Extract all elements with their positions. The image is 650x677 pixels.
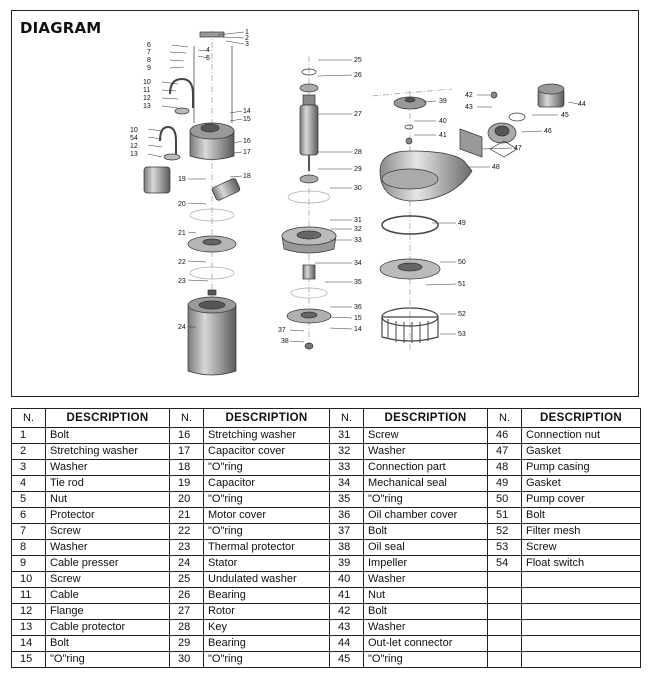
part-number: 10 [12,572,46,588]
part-description: Undulated washer [204,572,330,588]
callout-labels [130,29,586,345]
part-description: Gasket [522,476,641,492]
part-number: 32 [330,444,364,460]
part-description: Bolt [364,604,488,620]
parts-list-table [11,408,641,668]
part-number: 14 [12,636,46,652]
table-row [12,588,641,604]
callout-label: 52 [458,311,466,318]
part-number: 19 [170,476,204,492]
callout-label: 43 [465,104,473,111]
table-row [12,444,641,460]
parts-list-body [12,428,641,668]
part-number: 2 [12,444,46,460]
callout-label: 13 [143,103,151,110]
part-number: 13 [12,620,46,636]
callout-label: 28 [354,149,362,156]
part-description: Pump cover [522,492,641,508]
part-description: Bearing [204,636,330,652]
part-description: Bearing [204,588,330,604]
part-description: Filter mesh [522,524,641,540]
part-number: 54 [488,556,522,572]
callout-label: 15 [354,315,362,322]
table-row [12,524,641,540]
callout-label: 24 [178,324,186,331]
part-number: 42 [330,604,364,620]
part-description: Float switch [522,556,641,572]
callout-label: 49 [458,220,466,227]
part-number: 33 [330,460,364,476]
part-description: Bolt [364,524,488,540]
part-description: Impeller [364,556,488,572]
part-description [522,588,641,604]
part-number: 51 [488,508,522,524]
part-number: 26 [170,588,204,604]
part-description: Key [204,620,330,636]
callout-label: 25 [354,57,362,64]
part-description: Motor cover [204,508,330,524]
col-number-header: N. [170,409,204,428]
callout-label: 21 [178,230,186,237]
part-number: 34 [330,476,364,492]
callout-label: 3 [245,41,249,48]
part-description: "O"ring [204,652,330,668]
part-description: Stretching washer [204,428,330,444]
part-number: 3 [12,460,46,476]
part-description [522,620,641,636]
part-number: 8 [12,540,46,556]
table-row [12,652,641,668]
part-description [522,604,641,620]
part-number: 20 [170,492,204,508]
part-number: 12 [12,604,46,620]
col-number-header: N. [12,409,46,428]
callout-label: 48 [492,164,500,171]
part-description: Cable presser [46,556,170,572]
table-row [12,476,641,492]
part-description: Cable [46,588,170,604]
part-description: "O"ring [364,652,488,668]
callout-label: 32 [354,226,362,233]
callout-label: 33 [354,237,362,244]
part-number [488,572,522,588]
part-number: 30 [170,652,204,668]
part-number: 37 [330,524,364,540]
table-row [12,460,641,476]
col-description-header: DESCRIPTION [46,409,170,428]
part-description: Bolt [46,428,170,444]
part-number: 25 [170,572,204,588]
callout-label: 6 [147,42,151,49]
part-number: 15 [12,652,46,668]
part-number: 23 [170,540,204,556]
callout-label: 36 [354,304,362,311]
callout-label: 40 [439,118,447,125]
part-description: Gasket [522,444,641,460]
part-number: 41 [330,588,364,604]
part-description: Washer [46,460,170,476]
callout-label: 42 [465,92,473,99]
table-row [12,604,641,620]
part-description [522,636,641,652]
part-number: 6 [12,508,46,524]
part-description: Stator [204,556,330,572]
part-number: 46 [488,428,522,444]
callout-label: 53 [458,331,466,338]
col-description-header: DESCRIPTION [364,409,488,428]
col-number-header: N. [488,409,522,428]
part-description: Washer [46,540,170,556]
part-description: Protector [46,508,170,524]
callout-label: 45 [561,112,569,119]
callout-label: 17 [243,149,251,156]
part-number: 5 [12,492,46,508]
part-number: 17 [170,444,204,460]
part-number: 22 [170,524,204,540]
part-number: 9 [12,556,46,572]
diagram-title: DIAGRAM [20,19,102,37]
callout-label: 31 [354,217,362,224]
part-number: 31 [330,428,364,444]
part-description: Tie rod [46,476,170,492]
part-number: 43 [330,620,364,636]
part-number: 29 [170,636,204,652]
callout-label: 16 [243,138,251,145]
callout-label: 29 [354,166,362,173]
callout-label: 22 [178,259,186,266]
callout-label: 8 [147,57,151,64]
part-description [522,652,641,668]
part-number: 48 [488,460,522,476]
callout-label: 15 [243,116,251,123]
part-number: 50 [488,492,522,508]
part-number: 28 [170,620,204,636]
callout-label: 10 [143,79,151,86]
part-number [488,620,522,636]
exploded-view-drawing [12,11,638,396]
callout-label: 41 [439,132,447,139]
part-number: 49 [488,476,522,492]
callout-label: 23 [178,278,186,285]
part-description: Screw [522,540,641,556]
callout-label: 13 [130,151,138,158]
callout-label: 26 [354,72,362,79]
part-description: "O"ring [364,492,488,508]
callout-label: 38 [281,338,289,345]
part-description: Pump casing [522,460,641,476]
part-description: Cable protector [46,620,170,636]
callout-label: 39 [439,98,447,105]
table-header-row [12,409,641,428]
part-number: 24 [170,556,204,572]
part-description: Mechanical seal [364,476,488,492]
part-description: Washer [364,572,488,588]
part-number: 53 [488,540,522,556]
part-description: Out-let connector [364,636,488,652]
part-number: 11 [12,588,46,604]
part-description: "O"ring [204,460,330,476]
part-description: Thermal protector [204,540,330,556]
callout-label: 14 [243,108,251,115]
part-description: Bolt [522,508,641,524]
callout-label: 44 [578,101,586,108]
part-description: Bolt [46,636,170,652]
callout-label: 46 [544,128,552,135]
callout-label: 11 [143,87,151,94]
col-number-header: N. [330,409,364,428]
part-description: Capacitor cover [204,444,330,460]
callout-label: 27 [354,111,362,118]
part-number: 16 [170,428,204,444]
part-number: 21 [170,508,204,524]
part-number: 7 [12,524,46,540]
table-row [12,556,641,572]
callout-label: 19 [178,176,186,183]
callout-label: 14 [354,326,362,333]
callout-label: 2 [245,35,249,42]
part-number: 35 [330,492,364,508]
table-row [12,636,641,652]
callout-label: 10 [130,127,138,134]
callout-label: 20 [178,201,186,208]
callout-label: 12 [143,95,151,102]
callout-label: 37 [278,327,286,334]
part-number [488,604,522,620]
part-number: 27 [170,604,204,620]
table-row [12,428,641,444]
part-number [488,588,522,604]
part-description: Screw [46,524,170,540]
part-number: 52 [488,524,522,540]
part-description: Rotor [204,604,330,620]
part-description: Washer [364,620,488,636]
table-row [12,540,641,556]
motor-housing-parts [144,32,241,375]
table-row [12,508,641,524]
part-number: 36 [330,508,364,524]
part-number: 4 [12,476,46,492]
col-description-header: DESCRIPTION [522,409,641,428]
part-number: 47 [488,444,522,460]
part-description: Capacitor [204,476,330,492]
part-number: 39 [330,556,364,572]
callout-label: 35 [354,279,362,286]
part-description: "O"ring [204,492,330,508]
part-description: "O"ring [46,652,170,668]
part-number: 1 [12,428,46,444]
part-description: Oil seal [364,540,488,556]
callout-label: 5 [206,55,210,62]
table-row [12,620,641,636]
callout-label: 30 [354,185,362,192]
part-description: Nut [364,588,488,604]
table-row [12,492,641,508]
callout-label: 9 [147,65,151,72]
part-number [488,636,522,652]
callout-label: 50 [458,259,466,266]
part-description: Washer [364,444,488,460]
diagram-panel [11,10,639,397]
callout-label: 1 [245,29,249,36]
callout-label: 34 [354,260,362,267]
part-description: Flange [46,604,170,620]
part-number: 40 [330,572,364,588]
callout-label: 54 [130,135,138,142]
table-row [12,572,641,588]
part-number: 38 [330,540,364,556]
part-description: Screw [46,572,170,588]
part-description: Oil chamber cover [364,508,488,524]
part-description: Connection part [364,460,488,476]
part-description: Stretching washer [46,444,170,460]
callout-label: 51 [458,281,466,288]
part-description: Nut [46,492,170,508]
part-number [488,652,522,668]
pump-casing-parts [380,84,564,343]
part-number: 45 [330,652,364,668]
callout-label: 18 [243,173,251,180]
part-description [522,572,641,588]
part-description: Screw [364,428,488,444]
callout-label: 12 [130,143,138,150]
callout-label: 7 [147,49,151,56]
part-description: "O"ring [204,524,330,540]
callout-label: 4 [206,47,210,54]
col-description-header: DESCRIPTION [204,409,330,428]
callout-leaders [148,32,578,342]
part-number: 44 [330,636,364,652]
part-description: Connection nut [522,428,641,444]
part-number: 18 [170,460,204,476]
callout-label: 47 [514,145,522,152]
